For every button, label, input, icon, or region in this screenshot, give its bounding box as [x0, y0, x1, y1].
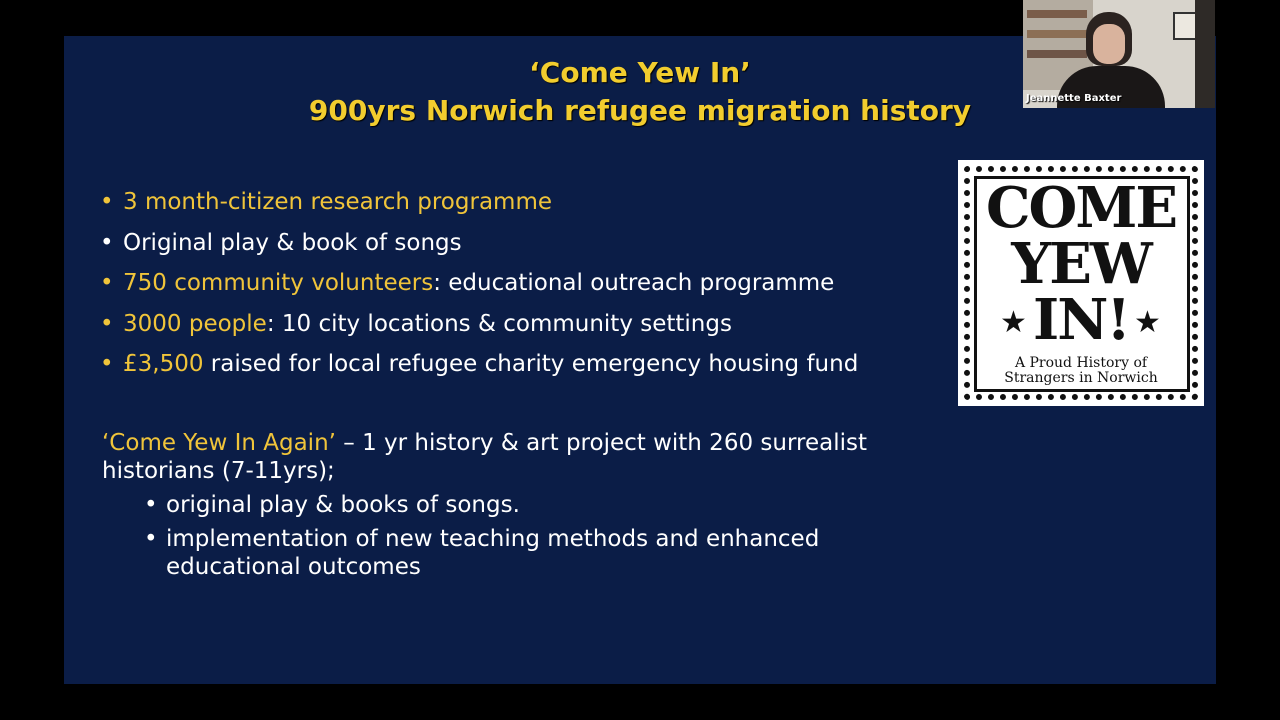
bullet-highlight: £3,500: [123, 351, 204, 377]
bullet-text: : 10 city locations & community settings: [266, 310, 732, 337]
sub-bullet-text: implementation of new teaching methods and enhanced educational outcomes: [166, 526, 820, 580]
bullet-item: [100, 182, 960, 223]
person-face: [1093, 24, 1125, 64]
books-row: [1027, 10, 1087, 18]
bullet-highlight: 3000 people: [123, 310, 267, 337]
bullet-text: Original play & book of songs: [123, 229, 462, 256]
poster-line-in: IN!: [1033, 287, 1129, 353]
again-project-text: [102, 429, 942, 485]
bullet-dot: •: [100, 189, 114, 215]
books-row: [1027, 30, 1087, 38]
bullet-dot: •: [144, 526, 158, 552]
again-highlight: ‘Come Yew In Again’: [102, 430, 336, 456]
bullet-dot: •: [100, 229, 114, 256]
slide-title-line1: ‘Come Yew In’: [529, 56, 751, 89]
come-yew-in-poster: [958, 160, 1204, 406]
participant-video-thumbnail[interactable]: [1023, 0, 1215, 108]
cabinet: [1195, 0, 1215, 108]
poster-caption-line2: Strangers in Norwich: [1004, 370, 1158, 386]
books-row: [1027, 50, 1087, 58]
bullet-item: [100, 304, 960, 345]
bullet-dot: •: [100, 270, 114, 296]
star-icon: ★: [1000, 305, 1027, 340]
slide-title-line2: 900yrs Norwich refugee migration history: [308, 94, 972, 127]
bullet-list: [100, 182, 960, 385]
poster-line-yew: YEW: [1011, 231, 1151, 297]
bullet-dot: •: [100, 351, 114, 377]
bullet-highlight: 3 month-citizen research programme: [123, 189, 552, 215]
presentation-slide: [64, 36, 1216, 684]
star-icon: ★: [1134, 305, 1161, 340]
bullet-text: raised for local refugee charity emergency housing fund: [203, 351, 859, 377]
sub-bullet-item: [144, 491, 904, 519]
sub-bullet-list: [144, 491, 904, 587]
poster-line-come: COME: [985, 175, 1177, 241]
poster-caption-line1: A Proud History of: [1014, 355, 1148, 371]
sub-bullet-item: [144, 525, 904, 581]
sub-bullet-text: original play & books of songs.: [166, 492, 520, 518]
bullet-item: [100, 263, 960, 304]
bullet-item: [100, 223, 960, 264]
again-rest: – 1 yr history & art project with 260 surrealist historians (7-11yrs);: [102, 430, 867, 484]
bullet-highlight: 750 community volunteers: [123, 270, 434, 296]
bullet-dot: •: [100, 310, 114, 337]
bullet-item: [100, 344, 960, 385]
participant-name-label: Jeannette Baxter: [1026, 93, 1122, 104]
bullet-text: : educational outreach programme: [433, 270, 835, 296]
bullet-dot: •: [144, 492, 158, 518]
